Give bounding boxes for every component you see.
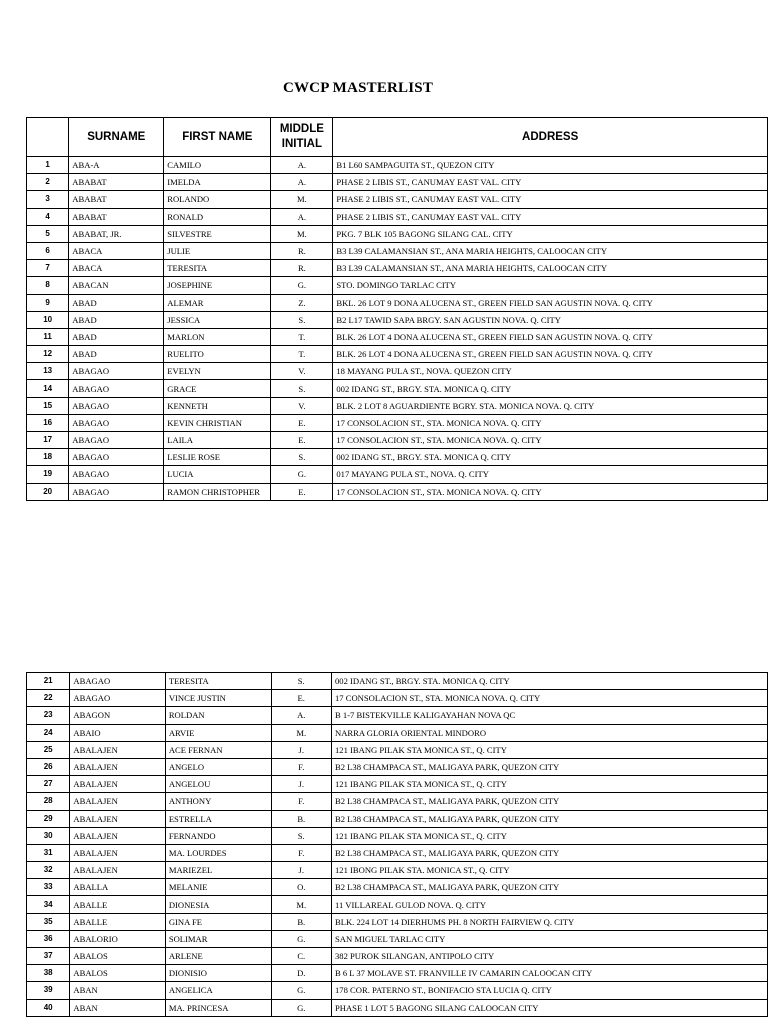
- cell-number: 33: [27, 879, 70, 896]
- cell-middle-initial: G.: [271, 999, 331, 1016]
- cell-address: 11 VILLAREAL GULOD NOVA. Q. CITY: [331, 896, 767, 913]
- cell-first-name: ANGELOU: [165, 776, 271, 793]
- cell-middle-initial: G.: [271, 930, 331, 947]
- cell-middle-initial: S.: [271, 380, 333, 397]
- cell-first-name: LESLIE ROSE: [164, 449, 271, 466]
- table-row: [27, 810, 768, 827]
- cell-number: 25: [27, 741, 70, 758]
- table-row: [27, 157, 768, 174]
- cell-address: B2 L38 CHAMPACA ST., MALIGAYA PARK, QUEZON CITY: [331, 844, 767, 861]
- cell-middle-initial: R.: [271, 260, 333, 277]
- cell-middle-initial: E.: [271, 483, 333, 500]
- cell-surname: ABAGAO: [69, 363, 164, 380]
- cell-address: PHASE 2 LIBIS ST., CANUMAY EAST VAL. CITY: [333, 174, 768, 191]
- cell-middle-initial: S.: [271, 673, 331, 690]
- cell-number: 6: [27, 242, 69, 259]
- cell-address: PHASE 2 LIBIS ST., CANUMAY EAST VAL. CITY: [333, 208, 768, 225]
- cell-first-name: GINA FE: [165, 913, 271, 930]
- cell-surname: ABAN: [70, 999, 165, 1016]
- cell-number: 38: [27, 965, 70, 982]
- cell-surname: ABAN: [70, 982, 165, 999]
- cell-first-name: RONALD: [164, 208, 271, 225]
- table-row: [27, 363, 768, 380]
- cell-number: 34: [27, 896, 70, 913]
- cell-number: 8: [27, 277, 69, 294]
- cell-number: 19: [27, 466, 69, 483]
- table-row: [27, 466, 768, 483]
- cell-address: B3 L39 CALAMANSIAN ST., ANA MARIA HEIGHTS, CALOOCAN CITY: [333, 260, 768, 277]
- cell-first-name: ROLDAN: [165, 707, 271, 724]
- cell-middle-initial: A.: [271, 707, 331, 724]
- cell-first-name: FERNANDO: [165, 827, 271, 844]
- cell-address: B2 L38 CHAMPACA ST., MALIGAYA PARK, QUEZON CITY: [331, 879, 767, 896]
- cell-middle-initial: Z.: [271, 294, 333, 311]
- cell-number: 39: [27, 982, 70, 999]
- cell-first-name: ARLENE: [165, 948, 271, 965]
- cell-surname: ABAD: [69, 328, 164, 345]
- cell-first-name: MELANIE: [165, 879, 271, 896]
- cell-middle-initial: M.: [271, 724, 331, 741]
- table-row: [27, 844, 768, 861]
- cell-surname: ABACA: [69, 242, 164, 259]
- cell-first-name: MARIEZEL: [165, 862, 271, 879]
- table-row: [27, 225, 768, 242]
- table-row: [27, 414, 768, 431]
- cell-number: 28: [27, 793, 70, 810]
- cell-first-name: RAMON CHRISTOPHER: [164, 483, 271, 500]
- cell-middle-initial: F.: [271, 758, 331, 775]
- cell-surname: ABALLE: [70, 913, 165, 930]
- cell-number: 10: [27, 311, 69, 328]
- table-row: [27, 311, 768, 328]
- table-row: [27, 879, 768, 896]
- cell-surname: ABAGAO: [69, 483, 164, 500]
- cell-first-name: DIONESIA: [165, 896, 271, 913]
- table-row: [27, 999, 768, 1016]
- table-row: [27, 913, 768, 930]
- cell-first-name: RUELITO: [164, 346, 271, 363]
- table-row: [27, 776, 768, 793]
- cell-middle-initial: R.: [271, 242, 333, 259]
- table-row: [27, 690, 768, 707]
- cell-first-name: LAILA: [164, 432, 271, 449]
- cell-address: B2 L38 CHAMPACA ST., MALIGAYA PARK, QUEZON CITY: [331, 810, 767, 827]
- cell-middle-initial: A.: [271, 174, 333, 191]
- cell-surname: ABAD: [69, 294, 164, 311]
- cell-address: 17 CONSOLACION ST., STA. MONICA NOVA. Q. CITY: [331, 690, 767, 707]
- cell-address: 002 IDANG ST., BRGY. STA. MONICA Q. CITY: [333, 380, 768, 397]
- cell-address: B1 L60 SAMPAGUITA ST., QUEZON CITY: [333, 157, 768, 174]
- cell-first-name: MA. PRINCESA: [165, 999, 271, 1016]
- cell-number: 40: [27, 999, 70, 1016]
- cell-surname: ABAD: [69, 311, 164, 328]
- cell-number: 11: [27, 328, 69, 345]
- cell-first-name: SILVESTRE: [164, 225, 271, 242]
- cell-surname: ABALOS: [70, 965, 165, 982]
- cell-first-name: EVELYN: [164, 363, 271, 380]
- table-row: [27, 260, 768, 277]
- cell-surname: ABALLE: [70, 896, 165, 913]
- cell-number: 3: [27, 191, 69, 208]
- cell-first-name: CAMILO: [164, 157, 271, 174]
- cell-middle-initial: D.: [271, 965, 331, 982]
- cell-address: BLK. 2 LOT 8 AGUARDIENTE BGRY. STA. MONICA NOVA. Q. CITY: [333, 397, 768, 414]
- cell-address: SAN MIGUEL TARLAC CITY: [331, 930, 767, 947]
- cell-address: B2 L38 CHAMPACA ST., MALIGAYA PARK, QUEZON CITY: [331, 793, 767, 810]
- cell-middle-initial: M.: [271, 191, 333, 208]
- cell-number: 14: [27, 380, 69, 397]
- cell-address: BLK. 224 LOT 14 DIERHUMS PH. 8 NORTH FAIRVIEW Q. CITY: [331, 913, 767, 930]
- cell-surname: ABALAJEN: [70, 758, 165, 775]
- cell-number: 31: [27, 844, 70, 861]
- cell-first-name: JOSEPHINE: [164, 277, 271, 294]
- table-row: [27, 242, 768, 259]
- cell-address: 121 IBONG PILAK STA. MONICA ST., Q. CITY: [331, 862, 767, 879]
- cell-middle-initial: J.: [271, 741, 331, 758]
- cell-address: 178 COR. PATERNO ST., BONIFACIO STA LUCIA Q. CITY: [331, 982, 767, 999]
- cell-middle-initial: O.: [271, 879, 331, 896]
- header-first-name: FIRST NAME: [164, 118, 271, 157]
- page-title: CWCP MASTERLIST: [282, 80, 434, 96]
- cell-surname: ABALLA: [70, 879, 165, 896]
- header-middle-initial: [271, 118, 333, 157]
- cell-middle-initial: F.: [271, 844, 331, 861]
- table-row: [27, 930, 768, 947]
- cell-first-name: ANGELICA: [165, 982, 271, 999]
- cell-middle-initial: E.: [271, 414, 333, 431]
- cell-address: 17 CONSOLACION ST., STA. MONICA NOVA. Q. CITY: [333, 432, 768, 449]
- cell-middle-initial: V.: [271, 363, 333, 380]
- cell-first-name: DIONISIO: [165, 965, 271, 982]
- table-row: [27, 724, 768, 741]
- cell-number: 1: [27, 157, 69, 174]
- cell-surname: ABAGAO: [69, 449, 164, 466]
- cell-first-name: GRACE: [164, 380, 271, 397]
- cell-middle-initial: A.: [271, 157, 333, 174]
- cell-number: 20: [27, 483, 69, 500]
- cell-number: 32: [27, 862, 70, 879]
- cell-middle-initial: V.: [271, 397, 333, 414]
- table-row: [27, 191, 768, 208]
- cell-first-name: ARVIE: [165, 724, 271, 741]
- header-surname: SURNAME: [69, 118, 164, 157]
- table-body: [27, 157, 768, 501]
- cell-number: 7: [27, 260, 69, 277]
- cell-middle-initial: J.: [271, 862, 331, 879]
- cell-first-name: SOLIMAR: [165, 930, 271, 947]
- cell-first-name: JESSICA: [164, 311, 271, 328]
- cell-number: 21: [27, 673, 70, 690]
- cell-first-name: JULIE: [164, 242, 271, 259]
- cell-surname: ABALOS: [70, 948, 165, 965]
- cell-address: 002 IDANG ST., BRGY. STA. MONICA Q. CITY: [331, 673, 767, 690]
- table-row: [27, 483, 768, 500]
- cell-address: 17 CONSOLACION ST., STA. MONICA NOVA. Q. CITY: [333, 414, 768, 431]
- cell-surname: ABALAJEN: [70, 741, 165, 758]
- cell-surname: ABACAN: [69, 277, 164, 294]
- cell-surname: ABAGAO: [69, 414, 164, 431]
- table-row: [27, 294, 768, 311]
- cell-surname: ABALAJEN: [70, 776, 165, 793]
- cell-surname: ABABAT: [69, 174, 164, 191]
- cell-surname: ABABAT: [69, 191, 164, 208]
- cell-number: 24: [27, 724, 70, 741]
- cell-first-name: ANTHONY: [165, 793, 271, 810]
- cell-surname: ABAGAO: [70, 690, 165, 707]
- cell-middle-initial: B.: [271, 913, 331, 930]
- cell-number: 9: [27, 294, 69, 311]
- cell-middle-initial: M.: [271, 225, 333, 242]
- cell-address: PHASE 1 LOT 5 BAGONG SILANG CALOOCAN CITY: [331, 999, 767, 1016]
- cell-surname: ABALAJEN: [70, 844, 165, 861]
- cell-middle-initial: J.: [271, 776, 331, 793]
- table-row: [27, 758, 768, 775]
- table-body: [27, 673, 768, 1017]
- cell-number: 27: [27, 776, 70, 793]
- cell-address: BLK. 26 LOT 4 DONA ALUCENA ST., GREEN FIELD SAN AGUSTIN NOVA. Q. CITY: [333, 328, 768, 345]
- cell-middle-initial: S.: [271, 827, 331, 844]
- cell-address: B 6 L 37 MOLAVE ST. FRANVILLE IV CAMARIN CALOOCAN CITY: [331, 965, 767, 982]
- cell-middle-initial: T.: [271, 328, 333, 345]
- table-row: [27, 896, 768, 913]
- cell-first-name: ROLANDO: [164, 191, 271, 208]
- cell-middle-initial: S.: [271, 311, 333, 328]
- cell-middle-initial: E.: [271, 690, 331, 707]
- cell-surname: ABABAT, JR.: [69, 225, 164, 242]
- cell-first-name: ACE FERNAN: [165, 741, 271, 758]
- cell-address: B2 L17 TAWID SAPA BRGY. SAN AGUSTIN NOVA. Q. CITY: [333, 311, 768, 328]
- cell-middle-initial: G.: [271, 466, 333, 483]
- cell-first-name: IMELDA: [164, 174, 271, 191]
- cell-number: 16: [27, 414, 69, 431]
- cell-address: 002 IDANG ST., BRGY. STA. MONICA Q. CITY: [333, 449, 768, 466]
- table-row: [27, 328, 768, 345]
- cell-first-name: LUCIA: [164, 466, 271, 483]
- cell-number: 13: [27, 363, 69, 380]
- cell-first-name: MA. LOURDES: [165, 844, 271, 861]
- table-row: [27, 673, 768, 690]
- cell-middle-initial: E.: [271, 432, 333, 449]
- header-number: [27, 118, 69, 157]
- table-row: [27, 432, 768, 449]
- cell-surname: ABAGAO: [69, 432, 164, 449]
- table-row: [27, 827, 768, 844]
- table-row: [27, 174, 768, 191]
- cell-address: 17 CONSOLACION ST., STA. MONICA NOVA. Q. CITY: [333, 483, 768, 500]
- cell-middle-initial: T.: [271, 346, 333, 363]
- cell-middle-initial: G.: [271, 277, 333, 294]
- cell-number: 26: [27, 758, 70, 775]
- cell-address: STO. DOMINGO TARLAC CITY: [333, 277, 768, 294]
- cell-middle-initial: A.: [271, 208, 333, 225]
- cell-surname: ABAD: [69, 346, 164, 363]
- cell-middle-initial: B.: [271, 810, 331, 827]
- cell-first-name: TERESITA: [164, 260, 271, 277]
- cell-first-name: KEVIN CHRISTIAN: [164, 414, 271, 431]
- masterlist-table-2: [26, 672, 768, 1017]
- table-row: [27, 707, 768, 724]
- cell-first-name: KENNETH: [164, 397, 271, 414]
- cell-address: 18 MAYANG PULA ST., NOVA. QUEZON CITY: [333, 363, 768, 380]
- table-row: [27, 380, 768, 397]
- cell-address: NARRA GLORIA ORIENTAL MINDORO: [331, 724, 767, 741]
- cell-number: 23: [27, 707, 70, 724]
- cell-surname: ABAGAO: [70, 673, 165, 690]
- table-row: [27, 948, 768, 965]
- cell-middle-initial: M.: [271, 896, 331, 913]
- cell-address: 017 MAYANG PULA ST., NOVA. Q. CITY: [333, 466, 768, 483]
- cell-first-name: MARLON: [164, 328, 271, 345]
- table-row: [27, 449, 768, 466]
- cell-surname: ABAGAO: [69, 380, 164, 397]
- cell-middle-initial: G.: [271, 982, 331, 999]
- cell-address: 121 IBANG PILAK STA MONICA ST., Q. CITY: [331, 741, 767, 758]
- cell-surname: ABALAJEN: [70, 827, 165, 844]
- header-address: ADDRESS: [333, 118, 768, 157]
- cell-first-name: TERESITA: [165, 673, 271, 690]
- cell-number: 4: [27, 208, 69, 225]
- cell-number: 29: [27, 810, 70, 827]
- cell-surname: ABAGON: [70, 707, 165, 724]
- cell-number: 22: [27, 690, 70, 707]
- cell-address: B2 L38 CHAMPACA ST., MALIGAYA PARK, QUEZON CITY: [331, 758, 767, 775]
- cell-surname: ABALORIO: [70, 930, 165, 947]
- cell-address: PKG. 7 BLK 105 BAGONG SILANG CAL. CITY: [333, 225, 768, 242]
- cell-address: B 1-7 BISTEKVILLE KALIGAYAHAN NOVA QC: [331, 707, 767, 724]
- cell-surname: ABALAJEN: [70, 810, 165, 827]
- cell-address: PHASE 2 LIBIS ST., CANUMAY EAST VAL. CITY: [333, 191, 768, 208]
- cell-address: B3 L39 CALAMANSIAN ST., ANA MARIA HEIGHTS, CALOOCAN CITY: [333, 242, 768, 259]
- cell-surname: ABAGAO: [69, 397, 164, 414]
- cell-middle-initial: C.: [271, 948, 331, 965]
- cell-address: 121 IBANG PILAK STA MONICA ST., Q. CITY: [331, 827, 767, 844]
- cell-number: 30: [27, 827, 70, 844]
- cell-first-name: ALEMAR: [164, 294, 271, 311]
- masterlist-table-1: [26, 117, 768, 501]
- cell-number: 35: [27, 913, 70, 930]
- cell-surname: ABAGAO: [69, 466, 164, 483]
- table-header-row: [27, 118, 768, 157]
- cell-first-name: ESTRELLA: [165, 810, 271, 827]
- cell-address: 382 PUROK SILANGAN, ANTIPOLO CITY: [331, 948, 767, 965]
- cell-surname: ABABAT: [69, 208, 164, 225]
- table-row: [27, 982, 768, 999]
- cell-number: 37: [27, 948, 70, 965]
- table-row: [27, 793, 768, 810]
- cell-first-name: ANGELO: [165, 758, 271, 775]
- table-row: [27, 277, 768, 294]
- cell-address: BKL. 26 LOT 9 DONA ALUCENA ST., GREEN FIELD SAN AGUSTIN NOVA. Q. CITY: [333, 294, 768, 311]
- cell-surname: ABALAJEN: [70, 862, 165, 879]
- header-middle-initial-label: MIDDLE INITIAL: [279, 123, 324, 150]
- table-row: [27, 397, 768, 414]
- cell-surname: ABACA: [69, 260, 164, 277]
- cell-surname: ABAIO: [70, 724, 165, 741]
- table-row: [27, 862, 768, 879]
- table-row: [27, 208, 768, 225]
- cell-number: 12: [27, 346, 69, 363]
- cell-middle-initial: F.: [271, 793, 331, 810]
- cell-surname: ABA-A: [69, 157, 164, 174]
- cell-number: 2: [27, 174, 69, 191]
- cell-address: 121 IBANG PILAK STA MONICA ST., Q. CITY: [331, 776, 767, 793]
- cell-middle-initial: S.: [271, 449, 333, 466]
- cell-number: 36: [27, 930, 70, 947]
- cell-number: 15: [27, 397, 69, 414]
- table-row: [27, 965, 768, 982]
- cell-first-name: VINCE JUSTIN: [165, 690, 271, 707]
- cell-number: 18: [27, 449, 69, 466]
- table-row: [27, 346, 768, 363]
- cell-number: 5: [27, 225, 69, 242]
- cell-address: BLK. 26 LOT 4 DONA ALUCENA ST., GREEN FIELD SAN AGUSTIN NOVA. Q. CITY: [333, 346, 768, 363]
- cell-surname: ABALAJEN: [70, 793, 165, 810]
- table-row: [27, 741, 768, 758]
- cell-number: 17: [27, 432, 69, 449]
